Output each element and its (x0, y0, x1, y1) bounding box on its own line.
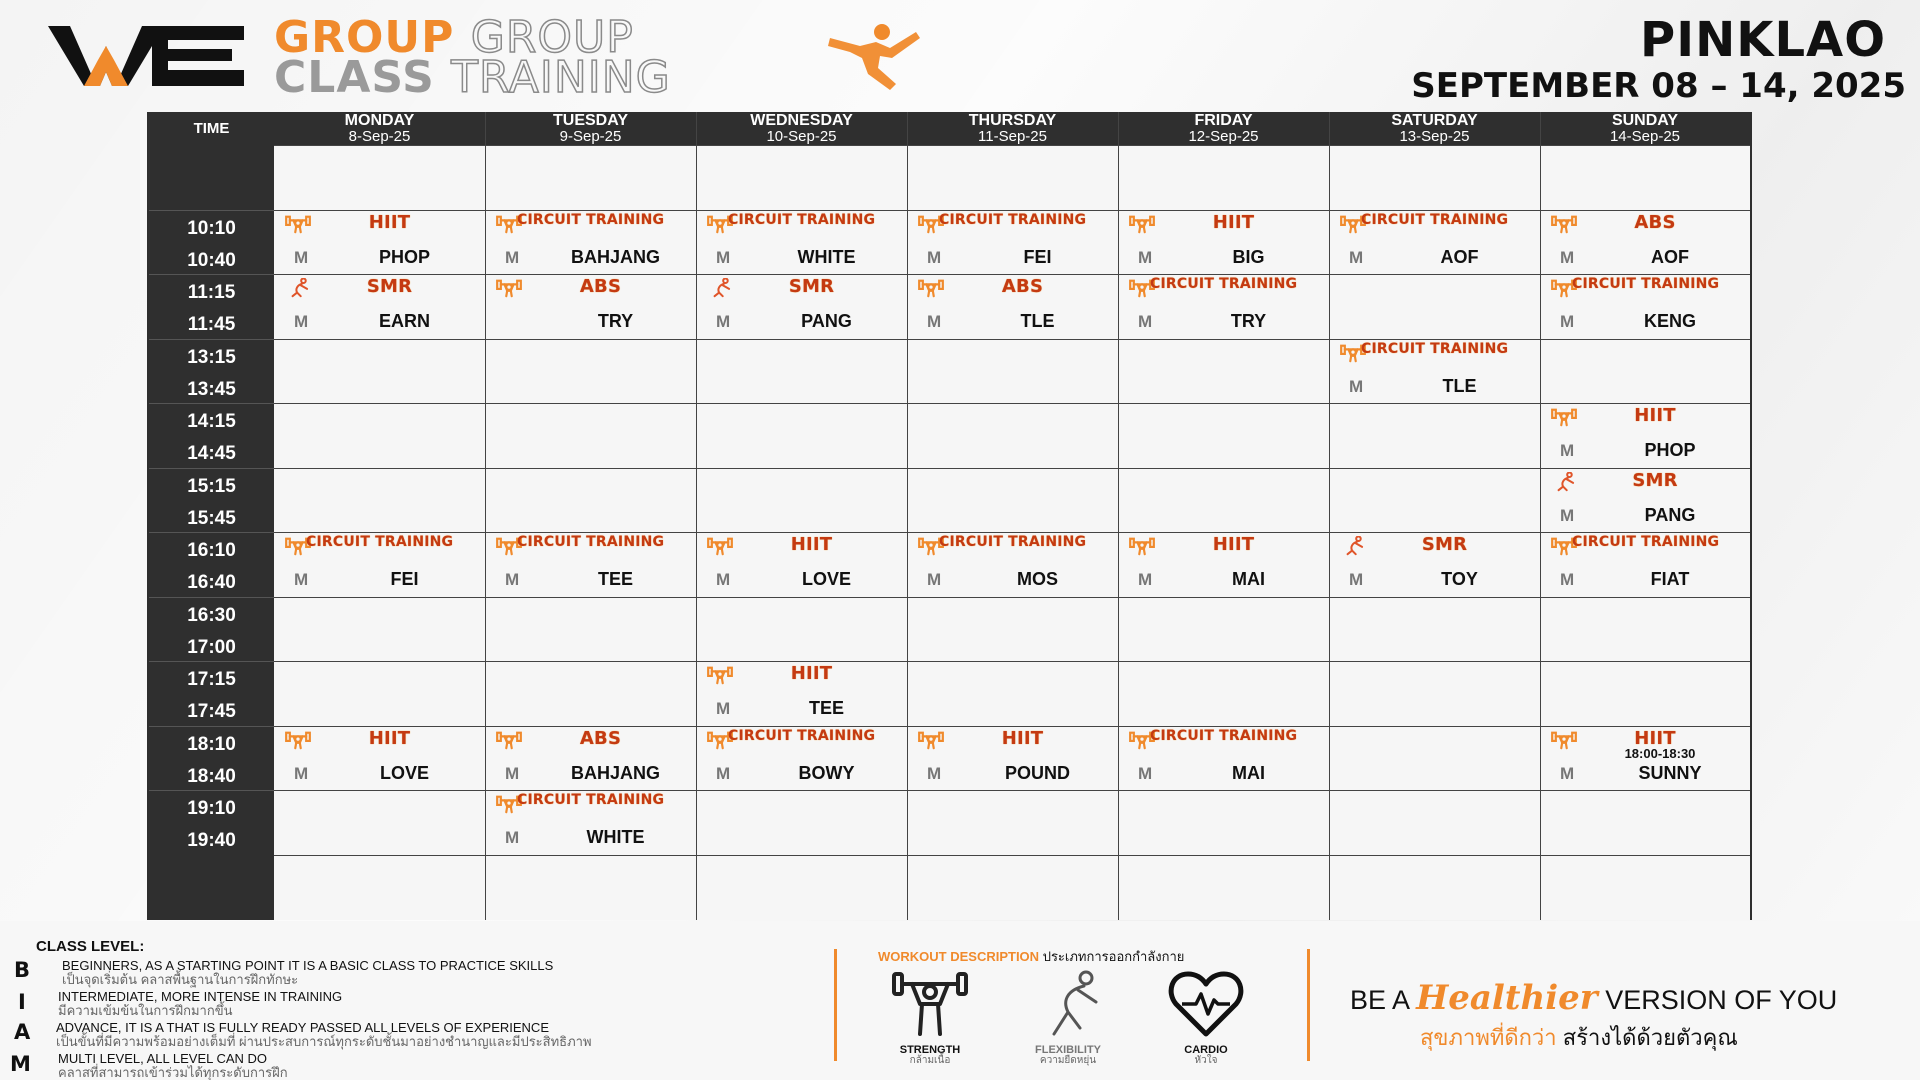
coach-name: FIAT (1650, 569, 1690, 589)
day-name: THURSDAY (968, 112, 1057, 129)
coach-name: BOWY (798, 762, 855, 783)
coach-name: MAI (1232, 569, 1265, 589)
coach-name: AOF (1651, 246, 1689, 267)
coach-name: PANG (801, 311, 852, 331)
coach-name: TEE (597, 569, 633, 589)
class-level: M (1138, 763, 1153, 783)
coach-name: MAI (1232, 762, 1265, 783)
coach-name: TOY (1441, 569, 1478, 589)
legend-cardio-th: หัวใจ (1194, 1055, 1218, 1066)
level-desc-m-th: คลาสที่สามารถเข้าร่วมได้ทุกระดับการฝึก (58, 1065, 288, 1080)
row-divider (274, 855, 1750, 856)
class-name: HIIT (368, 727, 411, 749)
class-level: M (716, 247, 731, 267)
level-desc-m-en: MULTI LEVEL, ALL LEVEL CAN DO (58, 1051, 268, 1066)
row-divider (149, 597, 274, 598)
class-name: HIIT (368, 211, 411, 233)
class-name: ABS (579, 727, 622, 749)
row-divider (149, 790, 274, 791)
row-divider (274, 597, 1750, 598)
class-cell[interactable] (696, 726, 907, 790)
coach-name: SUNNY (1638, 762, 1702, 783)
class-level: M (1138, 312, 1153, 331)
row-divider (274, 145, 1750, 146)
class-name: HIIT (790, 663, 833, 684)
class-level-title: CLASS LEVEL: (36, 938, 145, 955)
class-cell[interactable] (1118, 726, 1329, 790)
class-cell[interactable] (907, 210, 1118, 274)
coach-name: PHOP (378, 246, 430, 267)
slot-start-time: 13:15 (187, 346, 236, 368)
class-level: M (1138, 570, 1153, 589)
level-desc-a-th: เป็นขั้นที่มีความพร้อมอย่างเต็มที่ ผ่านประสบการณ์ทุกระดับชั้นมาอย่างชำนาญและมีประสิทธิภาพ (56, 1034, 592, 1049)
class-level: M (505, 763, 520, 783)
slot-end-time: 17:45 (187, 701, 236, 722)
class-level: M (505, 828, 520, 847)
class-level: M (716, 570, 731, 589)
class-level: M (1560, 247, 1575, 267)
day-name: MONDAY (344, 112, 415, 129)
class-level: M (294, 763, 309, 783)
logo-title-training: TRAINING (451, 52, 671, 103)
branch-name: PINKLAO (1640, 12, 1886, 68)
day-date: 10-Sep-25 (766, 128, 837, 145)
timetable-header (149, 112, 1750, 145)
we-logo (48, 20, 248, 90)
day-header-friday (1118, 112, 1329, 145)
day-date: 13-Sep-25 (1399, 128, 1470, 145)
day-date: 9-Sep-25 (559, 128, 622, 145)
row-divider (149, 726, 274, 727)
class-name: CIRCUIT TRAINING (1150, 276, 1298, 292)
day-header-tuesday (485, 112, 696, 145)
class-name: SMR (1421, 534, 1468, 555)
row-divider (149, 403, 274, 404)
slot-end-time: 19:40 (187, 830, 236, 851)
class-name: CIRCUIT TRAINING (1361, 211, 1509, 228)
cardio-icon (1166, 968, 1246, 1040)
class-level: M (927, 763, 942, 783)
class-level: M (716, 699, 731, 718)
class-cell[interactable] (696, 532, 907, 596)
level-desc-m (58, 1051, 288, 1080)
slot-start-time: 18:10 (187, 733, 236, 755)
class-level: M (1349, 247, 1364, 267)
level-desc-b (62, 958, 553, 987)
class-level: M (1560, 763, 1575, 783)
class-level: M (927, 570, 942, 589)
class-level: M (1560, 570, 1575, 589)
class-level: M (294, 570, 309, 589)
legend-flexibility-label: FLEXIBILITY (1035, 1044, 1101, 1056)
day-name: WEDNESDAY (750, 112, 853, 129)
class-level: M (927, 312, 942, 331)
runner-icon (820, 18, 930, 93)
coach-name: TLE (1442, 375, 1477, 396)
coach-name: BAHJANG (570, 762, 660, 783)
class-cell[interactable] (1329, 339, 1540, 403)
level-desc-b-th: เป็นจุดเริ่มต้น คลาสพื้นฐานในการฝึกทักษะ (62, 972, 299, 987)
row-divider (149, 339, 274, 340)
slogan-thai (1420, 1020, 1738, 1055)
class-name: HIIT (1634, 727, 1676, 749)
day-header-saturday (1329, 112, 1540, 145)
class-name: HIIT (1212, 534, 1255, 555)
class-name: CIRCUIT TRAINING (1572, 276, 1720, 292)
level-desc-a-en: ADVANCE, IT IS A THAT IS FULLY READY PASSED ALL LEVELS OF EXPERIENCE (56, 1020, 549, 1035)
slogan-thai-a: สุขภาพที่ดีกว่า (1420, 1025, 1557, 1050)
class-name: CIRCUIT TRAINING (517, 534, 665, 550)
class-name: CIRCUIT TRAINING (306, 534, 454, 550)
slot-start-time: 15:15 (187, 475, 236, 497)
workout-description-title-th: ประเภทการออกกำลังกาย (1042, 949, 1185, 964)
coach-name: FEI (390, 569, 419, 589)
slogan-thai-b: สร้างได้ด้วยตัวคุณ (1562, 1025, 1738, 1050)
coach-name: PHOP (1644, 440, 1696, 460)
class-name: CIRCUIT TRAINING (517, 792, 665, 808)
coach-name: TLE (1020, 311, 1055, 331)
class-cell[interactable] (274, 726, 485, 790)
class-name: CIRCUIT TRAINING (1572, 534, 1720, 550)
class-level: M (294, 312, 309, 331)
class-name: CIRCUIT TRAINING (1361, 340, 1509, 357)
legend-strength (880, 968, 980, 1066)
class-cell[interactable] (1540, 403, 1750, 467)
class-name: CIRCUIT TRAINING (517, 211, 665, 228)
class-cell[interactable] (1540, 532, 1750, 596)
class-name: CIRCUIT TRAINING (1150, 727, 1298, 744)
slot-end-time: 17:00 (187, 636, 236, 658)
class-cell[interactable] (1329, 532, 1540, 596)
class-level: M (505, 247, 520, 267)
class-cell[interactable] (1329, 210, 1540, 274)
slogan-post: VERSION OF YOU (1605, 985, 1838, 1015)
class-name: CIRCUIT TRAINING (728, 727, 876, 744)
slot-end-time: 11:45 (187, 314, 236, 335)
workout-description-title (878, 946, 1184, 967)
class-name: HIIT (1001, 727, 1044, 749)
coach-name: LOVE (801, 569, 851, 589)
class-level: M (927, 247, 942, 267)
row-divider (149, 661, 274, 662)
slogan-highlight: Healthier (1416, 978, 1598, 1018)
date-range: SEPTEMBER 08 – 14, 2025 (1411, 66, 1906, 106)
slot-end-time: 14:45 (187, 443, 236, 464)
day-header-sunday (1540, 112, 1750, 145)
day-date: 14-Sep-25 (1609, 128, 1681, 145)
slot-end-time: 15:45 (187, 507, 236, 529)
day-header-wednesday (696, 112, 907, 145)
slot-end-time: 10:40 (187, 249, 236, 271)
legend-strength-th: กล้ามเนื้อ (909, 1055, 951, 1066)
class-level: M (505, 570, 520, 589)
class-cell[interactable] (1540, 210, 1750, 274)
slot-start-time: 14:15 (187, 411, 236, 432)
level-letter-a: A (14, 1020, 31, 1044)
class-name: CIRCUIT TRAINING (939, 211, 1087, 228)
class-level: M (1138, 247, 1153, 267)
class-name: ABS (1001, 276, 1044, 297)
coach-name: AOF (1440, 246, 1479, 267)
class-cell[interactable] (485, 210, 696, 274)
day-name: TUESDAY (553, 112, 628, 129)
row-divider (274, 403, 1750, 404)
day-date: 12-Sep-25 (1188, 128, 1259, 145)
coach-name: WHITE (797, 246, 856, 267)
level-letter-m: M (10, 1052, 31, 1076)
class-level: M (1560, 312, 1575, 331)
coach-name: EARN (378, 311, 430, 331)
coach-name: MOS (1016, 569, 1058, 589)
level-desc-i-th: มีความเข้มข้นในการฝึกมากขึ้น (58, 1003, 233, 1018)
day-date: 11-Sep-25 (978, 128, 1047, 145)
class-name: ABS (579, 276, 622, 297)
slot-start-time: 16:30 (187, 604, 236, 626)
slogan (1350, 978, 1837, 1018)
slot-start-time: 11:15 (187, 282, 236, 303)
day-header-thursday (907, 112, 1118, 145)
level-desc-b-en: BEGINNERS, AS A STARTING POINT IT IS A BASIC CLASS TO PRACTICE SKILLS (62, 958, 554, 973)
class-cell[interactable] (485, 274, 696, 338)
day-name: SATURDAY (1391, 112, 1478, 129)
coach-name: BIG (1232, 246, 1265, 267)
class-cell[interactable] (485, 790, 696, 854)
class-name: SMR (366, 276, 413, 297)
class-name: HIIT (1212, 211, 1255, 233)
legend-cardio (1156, 968, 1256, 1066)
logo-title-class: CLASS (274, 52, 435, 103)
day-date: 8-Sep-25 (348, 128, 411, 145)
class-level: M (1349, 376, 1364, 396)
logo-title-group-a: GROUP (274, 12, 455, 63)
class-level: M (1560, 441, 1575, 460)
class-name: SMR (788, 276, 835, 297)
row-divider (149, 468, 274, 469)
class-level: M (294, 247, 309, 267)
slot-end-time: 18:40 (187, 765, 236, 787)
class-name: ABS (1634, 211, 1676, 233)
time-column (149, 145, 274, 920)
coach-name: KENG (1643, 311, 1696, 331)
strength-icon (890, 968, 970, 1040)
legend-strength-label: STRENGTH (899, 1044, 961, 1056)
level-desc-i (58, 989, 342, 1018)
time-header: TIME (193, 120, 230, 137)
class-cell[interactable] (907, 274, 1118, 338)
class-name: SMR (1632, 469, 1678, 491)
slot-start-time: 16:10 (187, 540, 236, 561)
class-time-note: 18:00-18:30 (1624, 745, 1696, 761)
coach-name: LOVE (379, 762, 429, 783)
row-divider (149, 532, 274, 533)
class-level: M (716, 312, 731, 331)
class-cell[interactable] (274, 274, 485, 338)
level-desc-a (56, 1020, 592, 1049)
class-cell[interactable] (1118, 210, 1329, 274)
class-cell[interactable] (907, 726, 1118, 790)
slot-start-time: 10:10 (187, 217, 236, 239)
coach-name: FEI (1023, 246, 1052, 267)
class-cell[interactable] (274, 532, 485, 596)
slot-start-time: 19:10 (187, 798, 236, 819)
class-cell[interactable] (696, 210, 907, 274)
slot-end-time: 13:45 (187, 378, 236, 400)
class-level: M (1349, 570, 1364, 589)
level-letter-i: I (18, 990, 26, 1014)
class-cell[interactable] (907, 532, 1118, 596)
legend-flexibility-th: ความยืดหยุ่น (1039, 1055, 1097, 1066)
coach-name: TRY (597, 311, 634, 331)
class-cell[interactable] (1118, 532, 1329, 596)
level-letter-b: B (14, 958, 31, 982)
coach-name: TRY (1230, 311, 1267, 331)
class-name: HIIT (790, 534, 833, 555)
logo-title-group-b: GROUP (470, 12, 634, 63)
class-cell[interactable] (1540, 274, 1750, 338)
class-cell[interactable] (485, 532, 696, 596)
day-header-monday (274, 112, 485, 145)
workout-description-title-en: WORKOUT DESCRIPTION (878, 949, 1040, 964)
class-cell[interactable] (485, 726, 696, 790)
class-name: CIRCUIT TRAINING (728, 211, 876, 228)
coach-name: POUND (1004, 762, 1070, 783)
coach-name: PANG (1644, 504, 1696, 525)
class-cell[interactable] (1118, 274, 1329, 338)
slot-start-time: 17:15 (187, 669, 236, 690)
row-divider (274, 661, 1750, 662)
flexibility-icon (1028, 968, 1108, 1040)
coach-name: BAHJANG (570, 246, 660, 267)
slot-end-time: 16:40 (187, 572, 236, 593)
class-cell[interactable] (1540, 468, 1750, 532)
class-cell[interactable] (274, 210, 485, 274)
class-cell[interactable] (696, 274, 907, 338)
class-level: M (1560, 505, 1575, 525)
slogan-pre: BE A (1350, 985, 1409, 1015)
day-name: FRIDAY (1194, 112, 1253, 129)
class-name: CIRCUIT TRAINING (939, 534, 1087, 550)
logo-title (274, 12, 671, 103)
level-desc-i-en: INTERMEDIATE, MORE INTENSE IN TRAINING (58, 989, 343, 1004)
coach-name: TEE (808, 698, 844, 718)
coach-name: WHITE (586, 827, 645, 847)
legend-flexibility (1018, 968, 1118, 1066)
timetable (147, 112, 1752, 920)
class-name: HIIT (1634, 405, 1676, 426)
class-cell[interactable] (1540, 726, 1750, 790)
legend-cardio-label: CARDIO (1184, 1044, 1228, 1056)
row-divider (149, 210, 274, 211)
day-name: SUNDAY (1611, 112, 1679, 129)
row-divider (274, 468, 1750, 469)
class-level: M (716, 763, 731, 783)
class-cell[interactable] (696, 661, 907, 725)
row-divider (149, 274, 274, 275)
